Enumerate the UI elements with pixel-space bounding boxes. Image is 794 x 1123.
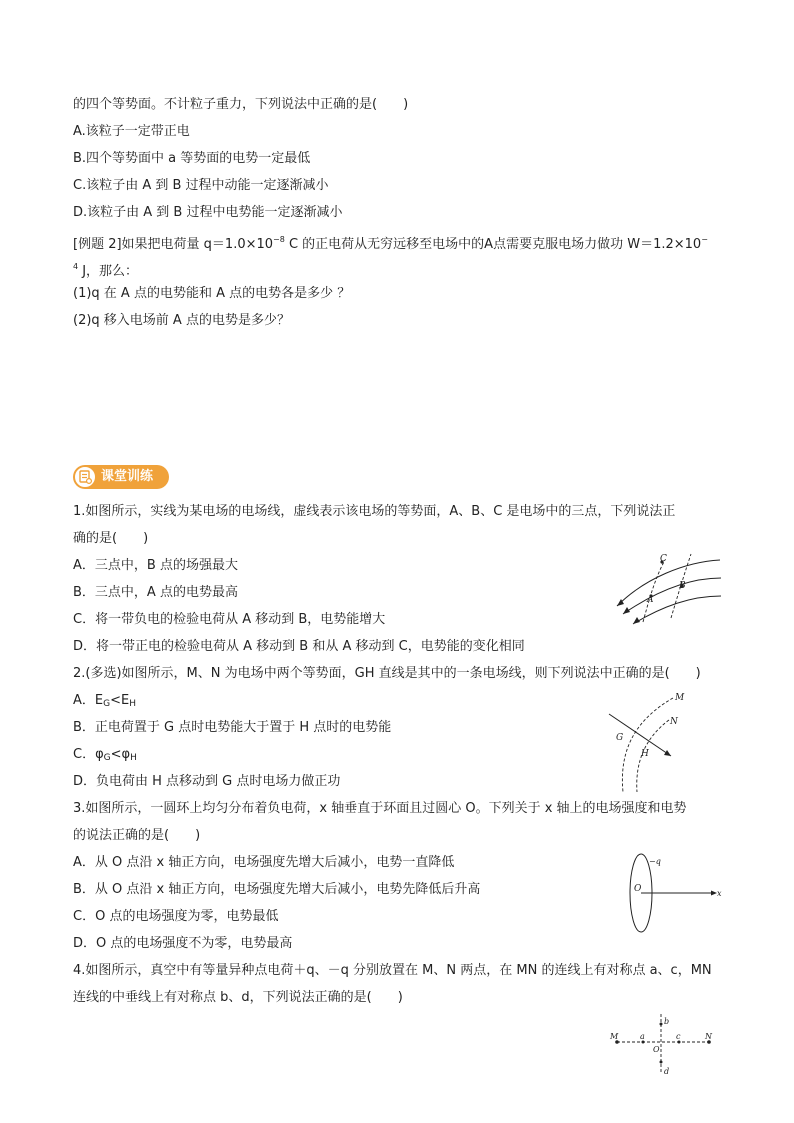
- label-g: G: [616, 733, 624, 743]
- problem4-stem-1: 4.如图所示，真空中有等量异种点电荷＋q、－q 分别放置在 M、N 两点，在 MN 的连线上有对称点 a、c，MN: [73, 963, 712, 978]
- problem1-stem-2: 确的是( ): [73, 531, 149, 546]
- problem2-option-b: B．正电荷置于 G 点时电势能大于置于 H 点时的电势能: [73, 720, 392, 735]
- problem1-option-b: B．三点中，A 点的电势最高: [73, 585, 238, 600]
- problem3-option-a: A．从 O 点沿 x 轴正方向，电场强度先增大后减小，电势一直降低: [73, 855, 455, 870]
- problem1-option-d: D．将一带正电的检验电荷从 A 移动到 B 和从 A 移动到 C，电势能的变化相同: [73, 639, 525, 654]
- problem3-stem-2: 的说法正确的是( ): [73, 828, 201, 843]
- top-option-c: C.该粒子由 A 到 B 过程中动能一定逐渐减小: [73, 178, 329, 193]
- point-b: [660, 1023, 663, 1026]
- top-option-d: D.该粒子由 A 到 B 过程中电势能一定逐渐减小: [73, 205, 343, 220]
- problem3-option-c: C．O 点的电场强度为零，电势最低: [73, 909, 279, 924]
- field-line-2: [623, 578, 721, 614]
- example2-exp3: 4: [73, 262, 79, 271]
- example2-line2: [73, 258, 138, 281]
- label-x: x: [717, 889, 722, 898]
- problem3-ring-figure: [625, 850, 725, 936]
- label-c: c: [676, 1032, 681, 1041]
- opt-a-sub2: H: [129, 699, 136, 709]
- label-d: d: [664, 1067, 670, 1076]
- section-title: 课堂训练: [101, 469, 154, 484]
- example2-text-b: C 的正电荷从无穷远移至电场中的A点需要克服电场力做功 W＝1.2×10: [284, 237, 702, 252]
- problem2-stem: 2.(多选)如图所示，M、N 为电场中两个等势面，GH 直线是其中的一条电场线，则下列说法中正确的是( ): [73, 666, 701, 681]
- equipotential-m: [622, 698, 673, 792]
- opt-c-mid: <φ: [110, 747, 131, 762]
- problem1-option-a: A．三点中，B 点的场强最大: [73, 558, 238, 573]
- arrow-3-icon: [633, 617, 640, 624]
- example2-line1: [73, 231, 708, 254]
- label-n: N: [670, 717, 678, 727]
- label-b: b: [664, 1017, 670, 1026]
- arrow-2-icon: [623, 607, 630, 614]
- label-neg-q: −q: [649, 857, 661, 866]
- problem2-option-d: D．负电荷由 H 点移动到 G 点时电场力做正功: [73, 774, 341, 789]
- example2-text-c: J，那么：: [78, 264, 139, 279]
- notebook-icon: [74, 466, 96, 488]
- example2-exp1: −8: [273, 235, 285, 244]
- problem2-option-c: [73, 746, 137, 767]
- problem3-stem-1: 3.如图所示，一圆环上均匀分布着负电荷，x 轴垂直于环面且过圆心 O。下列关于 x 轴上的电场强度和电势: [73, 801, 687, 816]
- top-question-line: 的四个等势面。不计粒子重力，下列说法中正确的是( ): [73, 97, 409, 112]
- opt-a-pre: A．E: [73, 693, 104, 708]
- label-n: N: [705, 1032, 712, 1041]
- label-m: M: [610, 1032, 619, 1041]
- label-o: O: [653, 1045, 660, 1054]
- label-b: B: [679, 581, 686, 591]
- arrow-gh-icon: [664, 750, 671, 756]
- opt-c-sub1: G: [103, 753, 111, 763]
- label-o: O: [634, 884, 642, 894]
- problem3-option-d: D．O 点的电场强度不为零，电势最高: [73, 936, 293, 951]
- example2-text-a: [例题 2]如果把电荷量 q＝1.0×10: [73, 237, 274, 252]
- example2-exp2: −: [701, 235, 708, 244]
- problem2-figure: [605, 690, 695, 795]
- section-badge: [73, 465, 169, 489]
- top-option-b: B.四个等势面中 a 等势面的电势一定最低: [73, 151, 311, 166]
- problem1-field-figure: [605, 548, 725, 630]
- problem1-option-c: C．将一带负电的检验电荷从 A 移动到 B，电势能增大: [73, 612, 386, 627]
- opt-a-mid: <E: [110, 693, 130, 708]
- example2-question-2: (2)q 移入电场前 A 点的电势是多少？: [73, 313, 290, 328]
- example2-question-1: (1)q 在 A 点的电势能和 A 点的电势各是多少 ？: [73, 286, 351, 301]
- problem2-option-a: [73, 692, 136, 713]
- problem3-option-b: B．从 O 点沿 x 轴正方向，电场强度先增大后减小，电势先降低后升高: [73, 882, 481, 897]
- label-c: C: [660, 554, 667, 564]
- label-a: A: [647, 595, 654, 605]
- label-m: M: [675, 693, 685, 703]
- problem1-stem-1: 1.如图所示，实线为某电场的电场线，虚线表示该电场的等势面，A、B、C 是电场中的三点，下列说法正: [73, 504, 676, 519]
- point-d: [660, 1061, 663, 1064]
- problem4-charges-figure: [605, 1012, 725, 1082]
- opt-c-sub2: H: [130, 753, 137, 763]
- label-a: a: [640, 1032, 645, 1041]
- top-option-a: A.该粒子一定带正电: [73, 124, 190, 139]
- field-line-1: [617, 560, 720, 606]
- problem4-stem-2: 连线的中垂线上有对称点 b、d，下列说法正确的是( ): [73, 990, 403, 1005]
- opt-a-sub1: G: [103, 699, 111, 709]
- label-h: H: [641, 749, 649, 759]
- opt-c-pre: C．φ: [73, 747, 104, 762]
